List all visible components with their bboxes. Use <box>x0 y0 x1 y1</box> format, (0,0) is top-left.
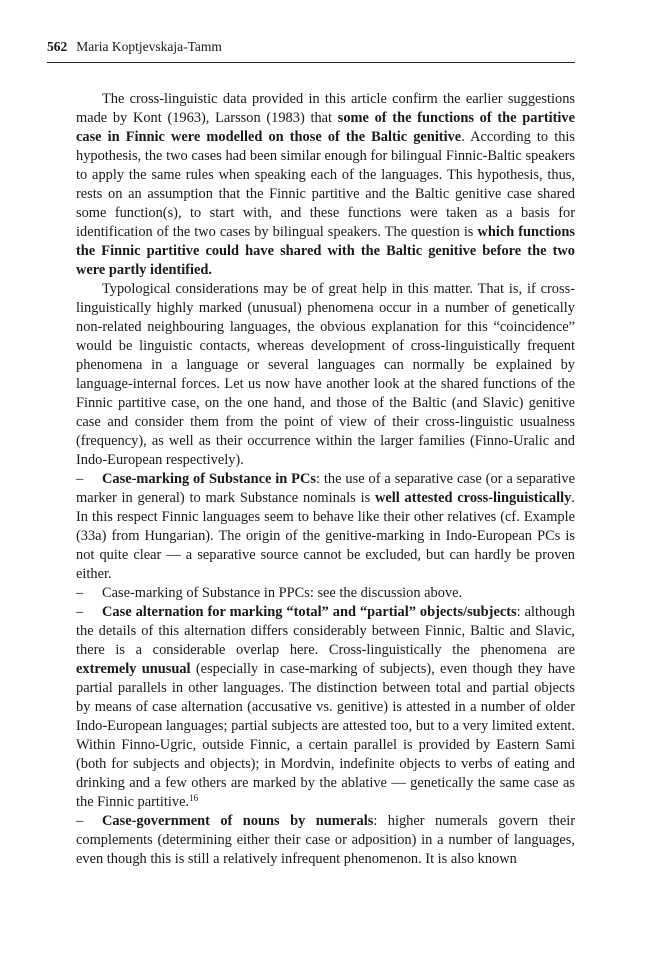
running-author: Maria Koptjevskaja-Tamm <box>76 39 222 54</box>
item3-text-a: : although the details of this alternation differs considerably between Finnic, Baltic and Slavic, there is a considerable overlap here. Cross-linguistically the phenomena are <box>76 604 575 658</box>
p1-text-a: The cross-linguistic data provided in this article confirm the earlier suggestions made by Kont (1963), Larsson (1983) that <box>76 91 575 126</box>
item1-heading: Case-marking of Substance in PCs <box>102 471 316 487</box>
item3-heading: Case alternation for marking “total” and “partial” objects/subjects <box>102 604 517 620</box>
running-header <box>47 37 575 59</box>
item1-bold: well attested cross-linguistically <box>374 490 572 506</box>
body-text <box>76 90 575 869</box>
item1-text-b: . In this respect Finnic languages seem to behave like their other relatives (cf. Example (33a) from Hungarian). The origin of the genitive-marking in Indo-European PCs is not quite clear — a separative source cannot be excluded, but can hardly be proven either. <box>76 490 575 582</box>
item4-heading: Case-government of nouns by numerals <box>102 813 374 829</box>
p1-bold-a: some of the functions of the partitive case in Finnic were modelled on those of the Baltic genitive <box>76 110 575 145</box>
list-dash: – <box>76 604 84 620</box>
list-item-4 <box>76 812 575 869</box>
p1-bold-b: which functions the Finnic partitive could have shared with the Baltic genitive before the two were partly identified. <box>76 224 575 278</box>
item2-text: Case-marking of Substance in PPCs: see the discussion above. <box>102 585 463 601</box>
footnote-marker[interactable]: 16 <box>189 793 199 803</box>
item3-bold: extremely unusual <box>76 661 191 677</box>
list-item-1 <box>76 470 575 584</box>
list-item-2 <box>76 584 575 603</box>
item3-text-b: (especially in case-marking of subjects), even though they have partial parallels in other languages. The distinction between total and partial objects by means of case alternation (accusative vs. genitive) is attested in a number of older Indo-European languages; partial subjects are attested too, but to a very limited extent. Within Finno-Ugric, outside Finnic, a certain parallel is provided by Eastern Sami (both for subjects and objects); in Mordvin, indefinite objects to verbs of eating and drinking and a few others are marked by the ablative — genetically the same case as the Finnic partitive. <box>76 661 575 810</box>
list-item-3 <box>76 603 575 812</box>
p1-text-b: . According to this hypothesis, the two cases had been similar enough for bilingual Finnic-Baltic speakers to apply the same rules when speaking each of the languages. This hypothesis, thus, rests on an assumption that the Finnic partitive and the Baltic genitive case shared some function(s), to start with, and these functions were taken as a basis for identification of the two cases by bilingual speakers. The question is <box>76 129 575 240</box>
paragraph-2: Typological considerations may be of great help in this matter. That is, if crosslinguistically highly marked (unusual) phenomena occur in a number of genetically non-related neighbouring languages, the obvious explanation for this “coincidence” would be linguistic contacts, whereas development of cross-linguistically frequent phenomena in a language or several languages can normally be explained by language-internal forces. Let us now have another look at the shared functions of the Finnic partitive case, on the one hand, and those of the Baltic (and Slavic) genitive case and consider them from the point of view of their cross-linguistic usualness (frequency), as well as their occurrence within the larger families (Finno-Uralic and Indo-European respectively). <box>76 281 575 468</box>
paragraph-1 <box>76 90 575 280</box>
page-number: 562 <box>47 39 68 54</box>
header-rule <box>47 62 575 63</box>
item4-text: : higher numerals govern their complements (determining either their case or adposition) in a number of languages, even though this is still a relatively infrequent phenomenon. It is also known <box>76 813 575 867</box>
list-dash: – <box>76 813 84 829</box>
item1-text-a: : the use of a separative case (or a separative marker in general) to mark Substance nominals is <box>76 471 575 506</box>
list-dash: – <box>76 471 84 487</box>
list-dash: – <box>76 585 84 601</box>
